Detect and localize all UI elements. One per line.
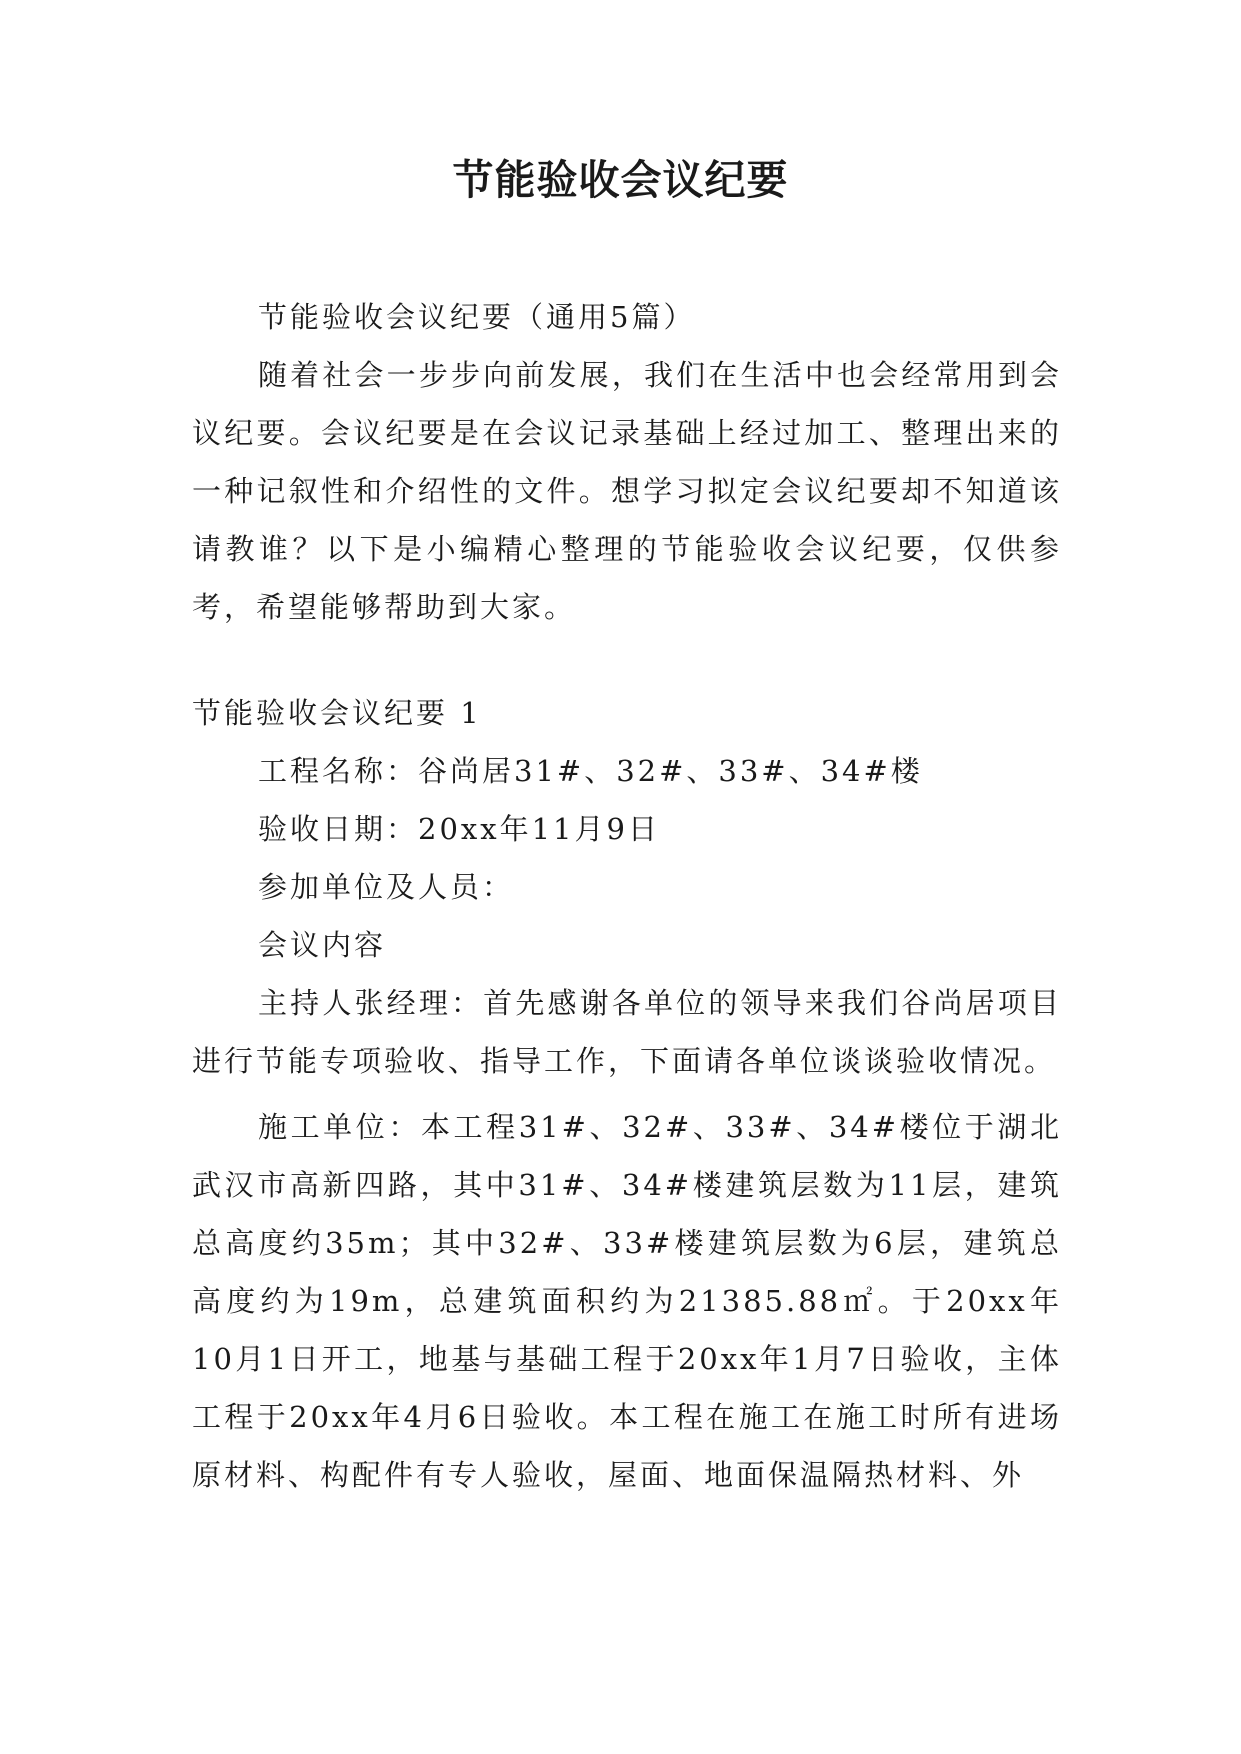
subtitle: 节能验收会议纪要（通用5篇） xyxy=(258,300,696,334)
contractor-speech-paragraph: 施工单位：本工程31#、32#、33#、34#楼位于湖北武汉市高新四路，其中31#、34#楼建筑层数为11层，建筑总高度约35m；其中32#、33#楼建筑层数为6层，建筑总高度约为19m，总建筑面积约为21385.88㎡。于20xx年10月1日开工，地基与基础工程于20xx年1月7日验收，主体工程于20xx年4月6日验收。本工程在施工在施工时所有进场原材料、构配件有专人验收，屋面、地面保温隔热材料、外 xyxy=(192,1110,1062,1492)
meeting-content-heading: 会议内容 xyxy=(258,928,387,962)
acceptance-date: 验收日期：20xx年11月9日 xyxy=(258,812,660,846)
participants: 参加单位及人员： xyxy=(258,870,515,904)
document-body xyxy=(192,288,1062,1504)
intro-paragraph: 随着社会一步步向前发展，我们在生活中也会经常用到会议纪要。会议纪要是在会议记录基础上经过加工、整理出来的一种记叙性和介绍性的文件。想学习拟定会议纪要却不知道该请教谁？以下是小编精心整理的节能验收会议纪要，仅供参考，希望能够帮助到大家。 xyxy=(192,358,1062,624)
host-speech-paragraph: 主持人张经理：首先感谢各单位的领导来我们谷尚居项目进行节能专项验收、指导工作，下面请各单位谈谈验收情况。 xyxy=(192,986,1062,1078)
section-heading: 节能验收会议纪要 1 xyxy=(192,696,482,730)
document-title: 节能验收会议纪要 xyxy=(452,156,789,204)
project-name: 工程名称：谷尚居31#、32#、33#、34#楼 xyxy=(258,754,923,788)
